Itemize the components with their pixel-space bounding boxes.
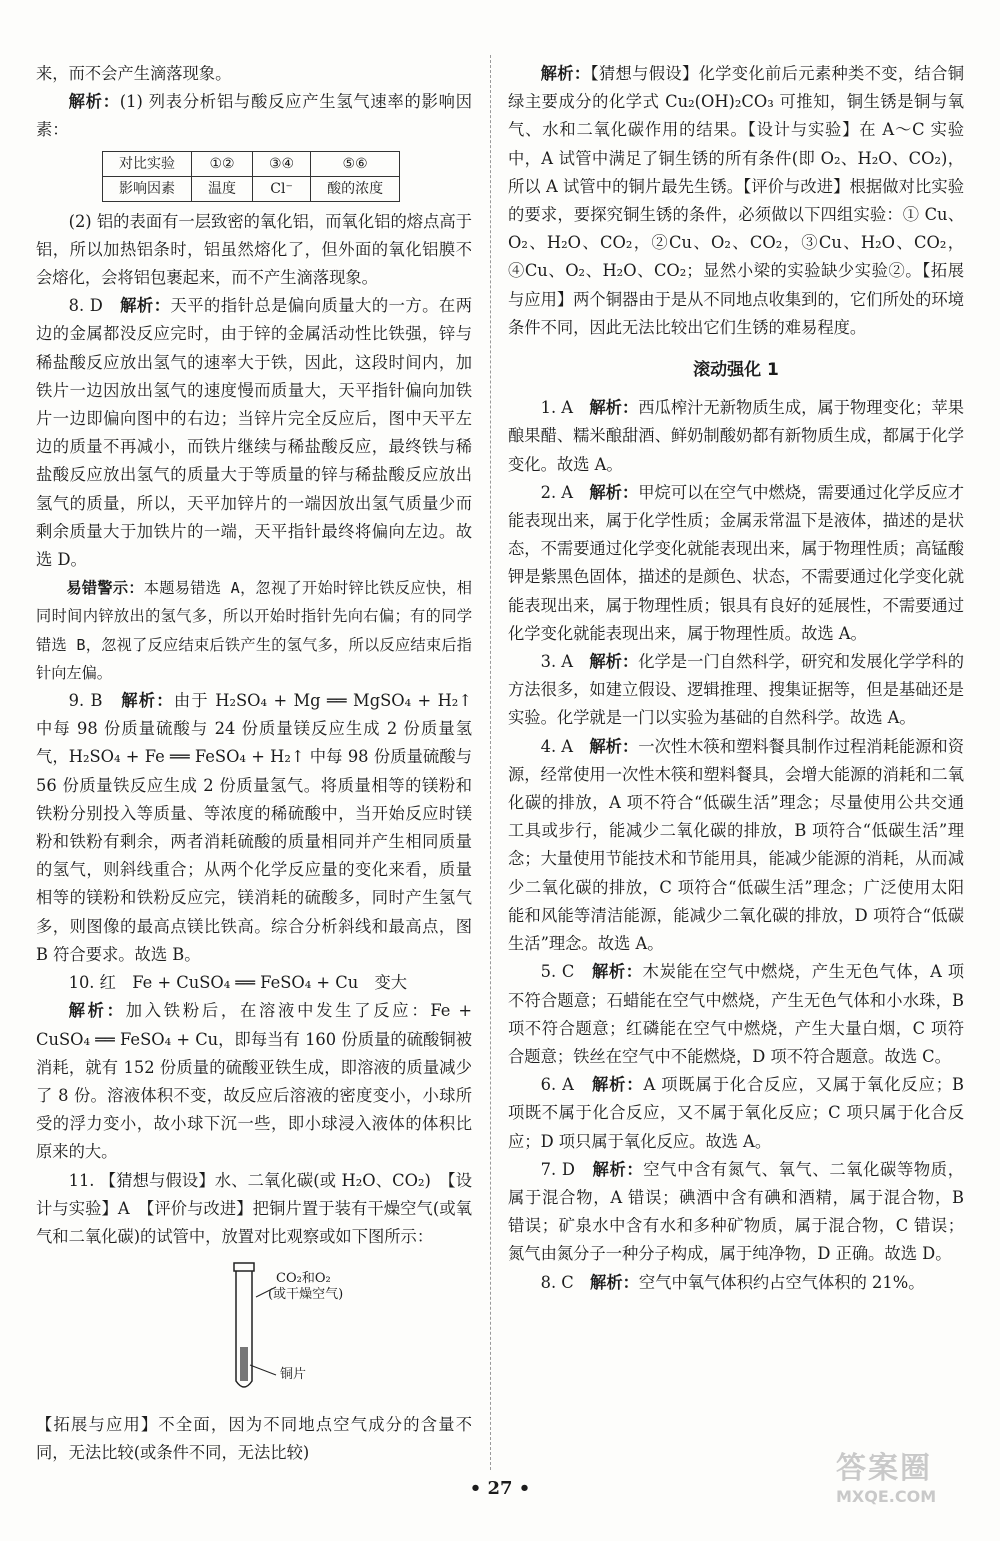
- q8-answer: 8. D 解析：天平的指针总是偏向质量大的一方。在两边的金属都没反应完时，由于锌的金属活动性比铁强，锌与稀盐酸反应放出氢气的速率大于铁，因此，这段时间内，加铁片一边因放出氢气的速度慢而质量大，天平指针偏向加铁片一边即偏向图中的右边；当锌片完全反应后，图中天平左边的质量不再减小，而铁片继续与稀盐酸反应，最终铁与稀盐酸反应放出氢气的质量大于等质量的锌与稀盐酸反应放出氢气的质量，所以，天平加锌片的一端因放出氢气质量少而剩余质量大于加铁片的一端，天平指针最终将偏向左边。故选 D。: [36, 296, 472, 570]
- q10-analysis: 解析：加入铁粉后，在溶液中发生了反应：Fe + CuSO₄ ══ FeSO₄ + Cu，即每当有 160 份质量的硫酸铜被消耗，就有 152 份质量的硫酸亚铁生成，即溶液的质量减少了 8 份。溶液体积不变，故反应后溶液的密度变小，小球所受的浮力变小，故小球下沉一些，即小球浸入液体的体积比原来的大。: [36, 1001, 472, 1162]
- q11-extension: 【拓展与应用】不全面，因为不同地点空气成分的含量不同，无法比较(或条件不同，无法比较): [36, 1415, 472, 1463]
- figure-label-air: (或干燥空气): [268, 1287, 344, 1303]
- list-item: 5. C 解析：木炭能在空气中燃烧，产生无色气体，A 项不符合题意；石蜡能在空气中燃烧，产生无色气体和小水珠，B 项不符合题意；红磷能在空气中燃烧，产生大量白烟，C 项符合题意；铁丝在空气中不能燃烧，D 项不符合题意。故选 C。: [508, 962, 964, 1066]
- q11-answer: 11. 【猜想与假设】水、二氧化碳(或 H₂O、CO₂) 【设计与实验】A 【评价与改进】把铜片置于装有干燥空气(或氧气和二氧化碳)的试管中，放置对比观察或如下图所示：: [36, 1170, 472, 1246]
- list-item: 2. A 解析：甲烷可以在空气中燃烧，需要通过化学反应才能表现出来，属于化学性质；金属汞常温下是液体，描述的是状态，不需要通过化学变化就能表现出来，属于物理性质；高锰酸钾是紫黑色固体，描述的是颜色、状态，不需要通过化学变化就能表现出来，属于物理性质；银具有良好的延展性，不需要通过化学变化就能表现出来，属于物理性质。故选 A。: [508, 482, 964, 643]
- error-warning: 易错警示：本题易错选 A，忽视了开始时锌比铁反应快，相同时间内锌放出的氢气多，所以开始时指针先向右偏；有的同学错选 B，忽视了反应结束后铁产生的氢气多，所以反应结束后指针向左偏。: [36, 579, 472, 682]
- watermark-url: MXQE.COM: [836, 1487, 937, 1506]
- list-item: 1. A 解析：西瓜榨汁无新物质生成，属于物理变化；苹果酿果醋、糯米酿甜酒、鲜奶制酸奶都有新物质生成，都属于化学变化。故选 A。: [508, 398, 964, 474]
- table-cell: Cl⁻: [253, 176, 311, 201]
- q11-analysis: 解析：【猜想与假设】化学变化前后元素种类不变，结合铜绿主要成分的化学式 Cu₂(OH)₂CO₃ 可推知，铜生锈是铜与氧气、水和二氧化碳作用的结果。【设计与实验】在 A～C 实验中，A 试管中满足了铜生锈的所有条件(即 O₂、H₂O、CO₂)，所以 A 试管中的铜片最先生锈。【评价与改进】根据做对比实验的要求，要探究铜生锈的条件，必须做以下四组实验：① Cu、O₂、H₂O、CO₂，②Cu、O₂、CO₂，③Cu、H₂O、CO₂，④Cu、O₂、H₂O、CO₂；显然小梁的实验缺少实验②。【拓展与应用】两个铜器由于是从不同地点收集到的，它们所处的环境条件不同，因此无法比较出它们生锈的难易程度。: [508, 64, 964, 337]
- table-cell: ①②: [192, 151, 253, 176]
- watermark: [836, 1451, 986, 1521]
- table-row: [103, 151, 400, 176]
- table-row: [103, 176, 400, 201]
- q7-analysis: 解析：(1) 列表分析铝与酸反应产生氢气速率的影响因素：: [36, 92, 472, 140]
- table-cell: 对比实验: [103, 151, 192, 176]
- list-item: 8. C 解析：空气中氧气体积约占空气体积的 21%。: [540, 1272, 925, 1292]
- list-item: 6. A 解析：A 项既属于化合反应，又属于氧化反应；B 项既不属于化合反应，又不属于氧化反应；C 项只属于化合反应；D 项只属于氧化反应。故选 A。: [508, 1075, 964, 1151]
- factor-table: [102, 151, 400, 202]
- figure-label-gas: CO₂和O₂: [276, 1271, 331, 1287]
- q7-part2: (2) 铝的表面有一层致密的氧化铝，而氧化铝的熔点高于铝，所以加热铝条时，铝虽然熔化了，但外面的氧化铝膜不会熔化，会将铝包裹起来，而不产生滴落现象。: [36, 211, 472, 288]
- column-divider: [490, 55, 491, 1470]
- q10-answer: 10. 红 Fe + CuSO₄ ══ FeSO₄ + Cu 变大: [68, 973, 408, 993]
- test-tube-figure: [36, 1257, 472, 1407]
- list-item: 4. A 解析：一次性木筷和塑料餐具制作过程消耗能源和资源，经常使用一次性木筷和塑料餐具，会增大能源的消耗和二氧化碳的排放，A 项不符合“低碳生活”理念；尽量使用公共交通工具或步行，能减少二氧化碳的排放，B 项符合“低碳生活”理念；大量使用节能技术和节能用具，能减少能源的消耗，从而减少二氧化碳的排放，C 项符合“低碳生活”理念；广泛使用太阳能和风能等清洁能源，能减少二氧化碳的排放，D 项符合“低碳生活”理念。故选 A。: [508, 736, 964, 954]
- table-cell: 酸的浓度: [311, 176, 400, 201]
- continuation-text: 来，而不会产生滴落现象。: [36, 64, 232, 83]
- watermark-logo: 答案圈: [836, 1451, 932, 1486]
- table-cell: 温度: [192, 176, 253, 201]
- q9-answer: 9. B 解析：由于 H₂SO₄ + Mg ══ MgSO₄ + H₂↑ 中每 98 份质量硫酸与 24 份质量镁反应生成 2 份质量氢气，H₂SO₄ + Fe ══ FeSO₄ + H₂↑ 中每 98 份质量硫酸与 56 份质量铁反应生成 2 份质量氢气。将质量相等的镁粉和铁粉分别投入等质量、等浓度的稀硫酸中，当开始反应时镁粉和铁粉有剩余，两者消耗硫酸的质量相同并产生相同质量的氢气，则斜线重合；从两个化学反应量的变化来看，质量相等的镁粉和铁粉反应完，镁消耗的硫酸多，同时产生氢气多，则图像的最高点镁比铁高。综合分析斜线和最高点，图 B 符合要求。故选 B。: [36, 691, 472, 964]
- table-cell: 影响因素: [103, 176, 192, 201]
- figure-label-copper: 铜片: [280, 1367, 307, 1383]
- list-item: 7. D 解析：空气中含有氮气、氧气、二氧化碳等物质，属于混合物，A 错误；碘酒中含有碘和酒精，属于混合物，B 错误；矿泉水中含有水和多种矿物质，属于混合物，C 错误；氮气由氮分子一种分子构成，属于纯净物，D 正确。故选 D。: [508, 1159, 964, 1264]
- section-title: 滚动强化 1: [693, 360, 779, 381]
- table-cell: ⑤⑥: [311, 151, 400, 176]
- left-column: [36, 60, 472, 1468]
- list-item: 3. A 解析：化学是一门自然科学，研究和发展化学学科的方法很多，如建立假设、逻辑推理、搜集证据等，但是基础还是实验。化学就是一门以实验为基础的自然科学。故选 A。: [508, 652, 964, 728]
- right-column: [508, 60, 964, 1297]
- page-number: • 27 •: [469, 1478, 531, 1499]
- table-cell: ③④: [253, 151, 311, 176]
